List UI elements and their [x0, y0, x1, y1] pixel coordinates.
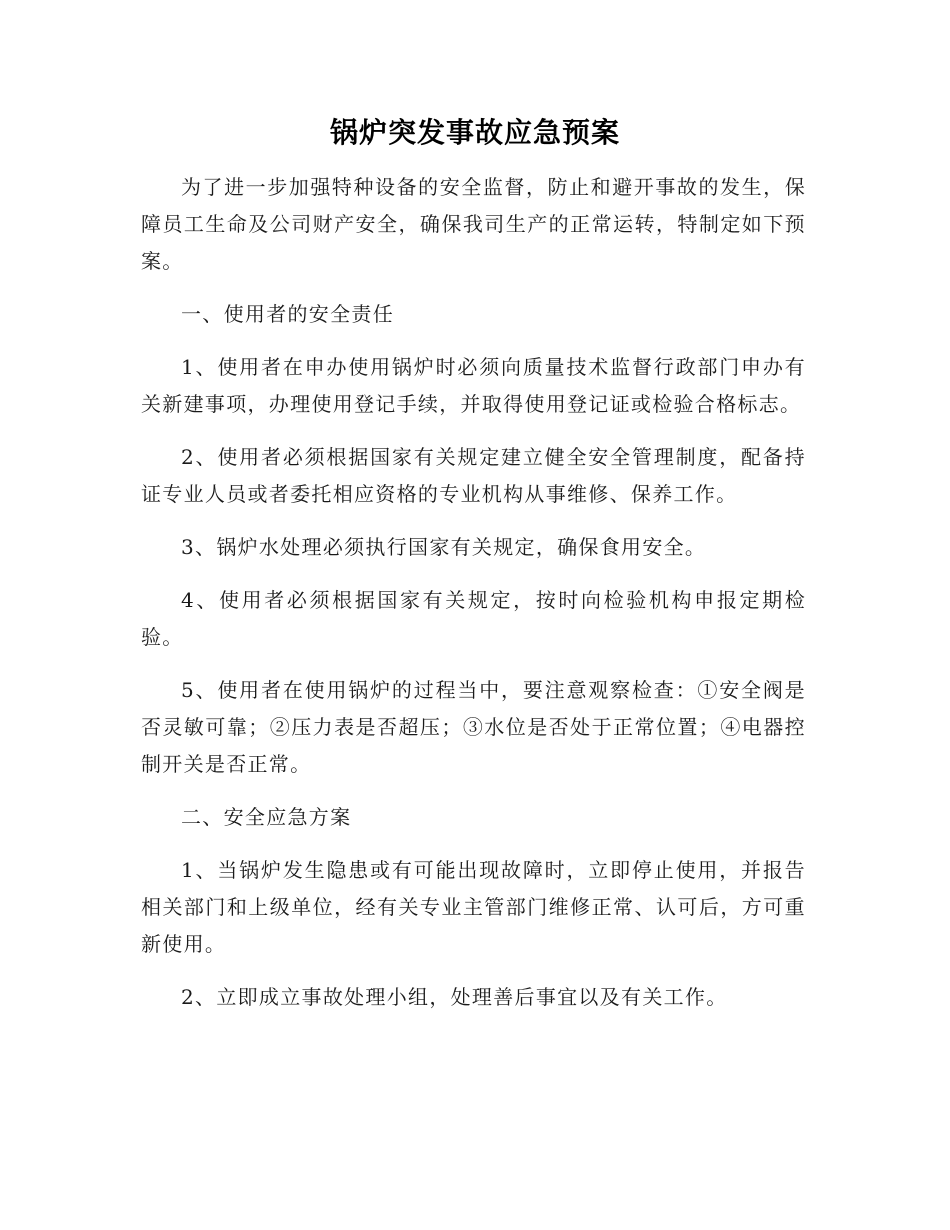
responsibility-item-4: 4、使用者必须根据国家有关规定，按时向检验机构申报定期检验。: [141, 588, 806, 649]
emergency-item-1: 1、当锅炉发生隐患或有可能出现故障时，立即停止使用，并报告相关部门和上级单位，经有关专业主管部门维修正常、认可后，方可重新使用。: [141, 858, 806, 956]
responsibility-item-5: 5、使用者在使用锅炉的过程当中，要注意观察检查：①安全阀是否灵敏可靠；②压力表是否超压；③水位是否处于正常位置；④电器控制开关是否正常。: [141, 678, 806, 776]
responsibility-item-3: 3、锅炉水处理必须执行国家有关规定，确保食用安全。: [181, 535, 707, 559]
responsibility-item-1: 1、使用者在申办使用锅炉时必须向质量技术监督行政部门申办有关新建事项，办理使用登记手续，并取得使用登记证或检验合格标志。: [141, 355, 806, 416]
section-heading-emergency: 二、安全应急方案: [181, 805, 352, 829]
emergency-item-2: 2、立即成立事故处理小组，处理善后事宜以及有关工作。: [181, 985, 728, 1009]
responsibility-item-2: 2、使用者必须根据国家有关规定建立健全安全管理制度，配备持证专业人员或者委托相应资格的专业机构从事维修、保养工作。: [141, 445, 806, 506]
document-title: 锅炉突发事故应急预案: [329, 116, 620, 149]
document-body: [141, 169, 806, 1032]
section-heading-responsibility: 一、使用者的安全责任: [181, 302, 394, 326]
intro-paragraph: 为了进一步加强特种设备的安全监督，防止和避开事故的发生，保障员工生命及公司财产安全，确保我司生产的正常运转，特制定如下预案。: [141, 175, 806, 273]
